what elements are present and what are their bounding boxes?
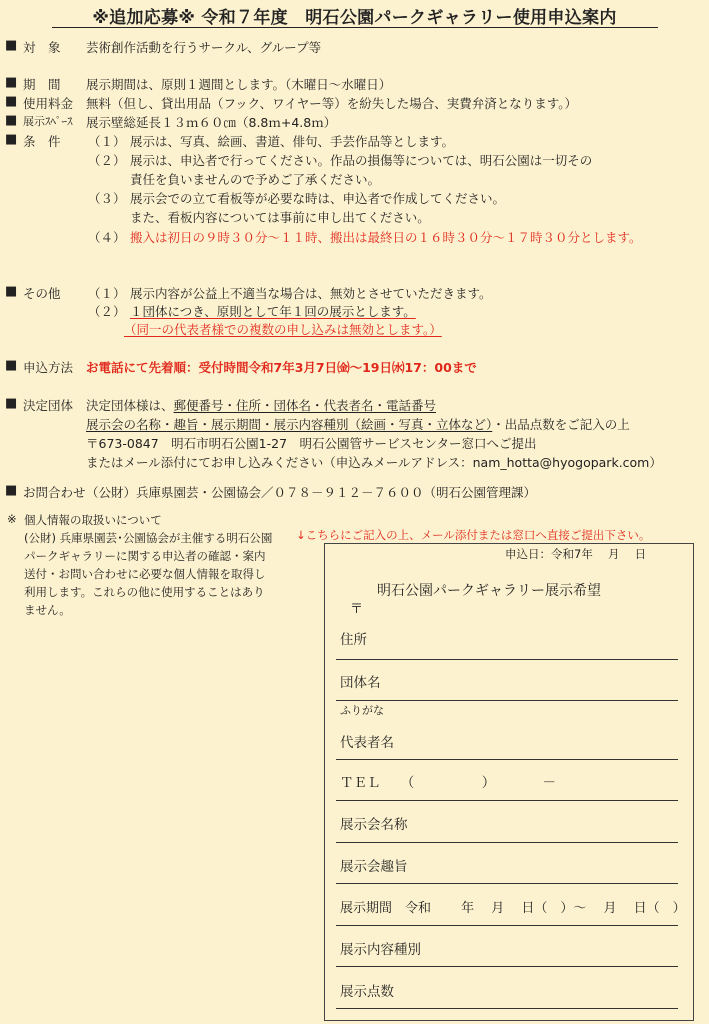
exhibit-purpose-label: 展示会趣旨 [340,859,408,875]
condition-2-text-2: 責任を負いませんので予めご了承ください。 [130,172,381,187]
decided-line-4: またはメール添付にてお申し込みください（申込みメールアドレス：nam_hotta@hyogopark.com） [86,455,662,470]
bullet-icon: ■ [5,358,18,373]
bullet-icon: ■ [5,483,18,498]
privacy-line: (公財) 兵庫県園芸･公園協会が主催する明石公園 [24,531,273,545]
privacy-line: 送付・お問い合わせに必要な個人情報を取得し [24,567,266,581]
furigana-label: ふりがな [340,704,384,717]
fee-label: 使用料金 [23,96,74,111]
tel-field[interactable] [336,800,678,801]
title-underline [52,27,658,28]
other-label: その他 [23,286,61,301]
section-apply [0,358,709,376]
form-title: 明石公園パークギャラリー展示希望 [377,583,601,599]
rep-label: 代表者名 [340,735,394,751]
bullet-icon: ■ [5,396,18,411]
bullet-icon: ■ [5,94,18,109]
bullet-icon: ■ [5,38,18,53]
group-field[interactable] [336,700,678,701]
section-target [0,38,709,56]
exhibit-count-label: 展示点数 [340,984,394,1000]
contact-label: お問合わせ [23,485,86,500]
privacy-heading: 個人情報の取扱いについて [24,513,162,527]
period-label: 期 間 [23,77,61,92]
decided-line-2 [86,415,630,433]
bullet-icon: ■ [5,284,18,299]
target-label: 対 象 [23,40,61,55]
other-2-num: （２） [88,304,126,319]
condition-1-text: 展示は、写真、絵画、書道、俳句、手芸作品等とします。 [130,134,455,149]
decided-required-1: 郵便番号・住所・団体名・代表者名・電話番号 [173,398,437,413]
rep-field[interactable] [336,759,678,760]
condition-2-text-1: 展示は、申込者で行ってください。作品の損傷等については、明石公園は一切その [130,153,593,168]
condition-3-text-1: 展示会での立て看板等が必要な時は、申込者で作成してください。 [130,191,506,206]
form-instruction: ↓こちらにご記入の上、メール添付または窓口へ直接ご提出下さい。 [296,528,651,542]
other-note: （同一の代表者様での複数の申し込みは無効とします。） [124,322,442,337]
other-2-text: １団体につき、原則として年１回の展示とします。 [130,304,416,319]
privacy-line: パークギャラリーに関する申込者の確認・案内 [24,549,266,563]
decided-line-1 [86,396,436,414]
condition-1-num: （１） [88,134,126,149]
condition-3-num: （３） [88,191,126,206]
decided-line-3: 〒673-0847 明石市明石公園1-27 明石公園管サービスセンター窓口へご提出 [86,436,537,451]
condition-3-text-2: また、看板内容については事前に申し出てください。 [130,210,430,225]
target-text: 芸術創作活動を行うサークル、グループ等 [86,40,322,55]
exhibit-purpose-field[interactable] [336,883,678,884]
apply-label: 申込方法 [23,360,74,375]
section-space [0,113,709,131]
fee-text: 無料（但し、貸出用品（フック、ワイヤー等）を紛失した場合、実費弁済となります。） [86,96,578,111]
tel-label: ＴＥＬ （ ） － [340,775,556,791]
privacy-line: ません。 [24,603,71,617]
exhibit-period-label: 展示期間 令和 年 月 日（ ）～ 月 日（ ） [340,901,686,916]
apply-text: お電話にて先着順：受付時間令和7年3月7日㈮～19日㈬17：00まで [86,360,477,375]
other-1-text: 展示内容が公益上不適当な場合は、無効とさせていただきます。 [130,286,492,301]
space-text: 展示壁総延長１３ｍ６０㎝（8.8ｍ+4.8ｍ） [86,115,337,130]
exhibit-name-label: 展示会名称 [340,817,408,833]
exhibit-period-field[interactable] [336,925,678,926]
privacy-line: 利用します。これらの他に使用することはあり [24,585,265,599]
exhibit-count-field[interactable] [336,1008,678,1009]
period-text: 展示期間は、原則１週間とします。（木曜日～水曜日） [86,77,392,92]
address-label: 住所 [340,632,367,648]
other-1-num: （１） [88,286,126,301]
space-label: 展示ｽﾍﾟｰｽ [23,115,73,128]
decided-line-2-rest: ・出品点数をご記入の上 [492,417,630,432]
contact-text: （公財）兵庫県園芸・公園協会／０７８－９１２－７６００（明石公園管理課） [86,485,537,500]
exhibit-type-label: 展示内容種別 [340,942,421,958]
page-title: ※追加応募※ 令和７年度 明石公園パークギャラリー使用申込案内 [92,8,617,28]
exhibit-name-field[interactable] [336,842,678,843]
decided-required-2: 展示会の名称・趣旨・展示期間・展示内容種別（絵画・写真・立体など） [86,417,493,432]
address-field[interactable] [336,659,678,660]
bullet-icon: ■ [5,132,18,147]
section-fee [0,94,709,112]
conditions-label: 条 件 [23,134,61,149]
decided-prefix: 決定団体様は、 [86,398,174,413]
condition-4-num: （４） [88,230,126,245]
condition-2-num: （２） [88,153,126,168]
section-period [0,75,709,93]
form-date: 申込日：令和7年 月 日 [505,547,647,561]
bullet-icon: ■ [5,113,18,128]
privacy-mark: ※ [7,512,17,526]
exhibit-type-field[interactable] [336,966,678,967]
group-label: 団体名 [340,675,381,691]
condition-4-text: 搬入は初日の９時３０分～１１時、搬出は最終日の１６時３０分～１７時３０分とします。 [130,230,642,245]
section-contact [0,483,709,501]
postal-mark: 〒 [350,602,364,617]
decided-label: 決定団体 [23,398,74,413]
bullet-icon: ■ [5,75,18,90]
